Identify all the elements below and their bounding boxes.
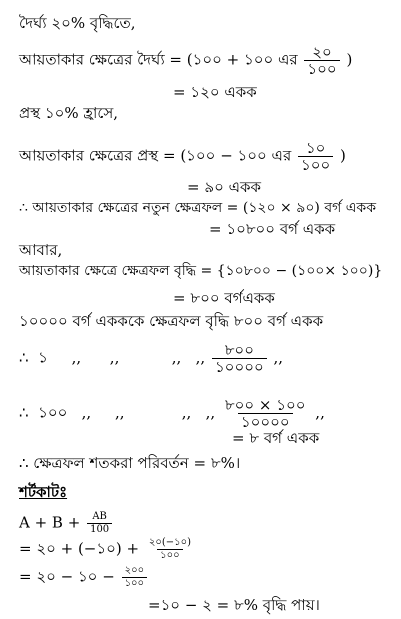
fraction-numerator: AB bbox=[92, 511, 107, 522]
area-increase-equation: আয়তাকার ক্ষেত্রে ক্ষেত্রফল বৃদ্ধি = {১০৮০০ − (১০০× ১০০)} bbox=[19, 263, 383, 279]
heading-length-increase: দৈর্ঘ্য ২০% বৃদ্ধিতে, bbox=[19, 14, 136, 32]
length-fraction bbox=[304, 44, 339, 77]
area-increase-result: = ৮০০ বর্গএকক bbox=[173, 289, 275, 307]
unitary-fraction bbox=[222, 397, 309, 430]
simplification-text: = ২০ − ১০ − bbox=[19, 567, 115, 586]
width-result: = ৯০ একক bbox=[187, 178, 261, 196]
fraction-numerator: ১০ bbox=[305, 139, 326, 157]
unitary-step-one bbox=[19, 342, 283, 375]
ditto-mark: ,, bbox=[273, 348, 284, 367]
heading-width-decrease: প্রস্থ ১০% হ্রাসে, bbox=[19, 104, 119, 122]
shortcut-heading: শর্টকাটঃ bbox=[19, 483, 68, 501]
formula-fraction bbox=[87, 511, 112, 536]
substitution-fraction bbox=[146, 537, 194, 562]
shortcut-simplification bbox=[19, 565, 149, 590]
fraction-denominator: ১০০ bbox=[298, 156, 333, 173]
width-eq-text: আয়তাকার ক্ষেত্রের প্রস্থ = (১০০ − ১০০ এর bbox=[19, 146, 292, 165]
fraction-numerator: ৮০০ bbox=[224, 341, 254, 359]
simplification-fraction bbox=[122, 565, 148, 590]
fraction-denominator: ১০০ bbox=[304, 60, 339, 77]
substitution-text: = ২০ + (−১০) + bbox=[19, 539, 140, 558]
label-again: আবার, bbox=[19, 241, 63, 259]
fraction-numerator: ২০০ bbox=[124, 565, 145, 576]
shortcut-substitution bbox=[19, 537, 196, 562]
fraction-numerator: ২০ bbox=[312, 43, 332, 61]
length-result: = ১২০ একক bbox=[173, 83, 257, 101]
formula-text: A + B + bbox=[19, 513, 81, 532]
fraction-denominator: ১০০ bbox=[122, 577, 148, 590]
percent-change-conclusion: ∴ ক্ষেত্রফল শতকরা পরিবর্তন = ৮%। bbox=[19, 454, 241, 472]
closing-paren: ) bbox=[340, 146, 346, 165]
new-area-result: = ১০৮০০ বর্গ একক bbox=[209, 220, 336, 238]
fraction-denominator: 100 bbox=[87, 523, 112, 536]
statement-10000: ১০০০০ বর্গ একককে ক্ষেত্রফল বৃদ্ধি ৮০০ বর্গ একক bbox=[19, 312, 324, 330]
width-equation bbox=[19, 140, 346, 173]
length-eq-text: আয়তাকার ক্ষেত্রের দৈর্ঘ্য = (১০০ + ১০০ এর bbox=[19, 50, 298, 69]
unitary-text: ∴ ১০০ ,, ,, ,, ,, bbox=[19, 403, 216, 422]
unitary-text: ∴ ১ ,, ,, ,, ,, bbox=[19, 348, 206, 367]
new-area-equation: ∴ আয়তাকার ক্ষেত্রের নতুন ক্ষেত্রফল = (১২০ × ৯০) বর্গ একক bbox=[19, 200, 376, 216]
length-equation bbox=[19, 44, 352, 77]
unitary-result: = ৮ বর্গ একক bbox=[232, 429, 320, 447]
shortcut-formula bbox=[19, 511, 114, 536]
fraction-numerator: ২০(−১০) bbox=[148, 537, 192, 548]
width-fraction bbox=[298, 140, 333, 173]
shortcut-result: =১০ − ২ = ৮% বৃদ্ধি পায়। bbox=[148, 596, 320, 614]
fraction-numerator: ৮০০ × ১০০ bbox=[224, 396, 306, 414]
unitary-fraction bbox=[212, 342, 267, 375]
fraction-denominator: ১০০০০ bbox=[238, 413, 293, 430]
unitary-step-hundred bbox=[19, 397, 325, 430]
closing-paren: ) bbox=[346, 50, 353, 69]
ditto-mark: ,, bbox=[315, 403, 325, 422]
fraction-denominator: ১০০ bbox=[157, 549, 183, 562]
fraction-denominator: ১০০০০ bbox=[212, 358, 267, 375]
